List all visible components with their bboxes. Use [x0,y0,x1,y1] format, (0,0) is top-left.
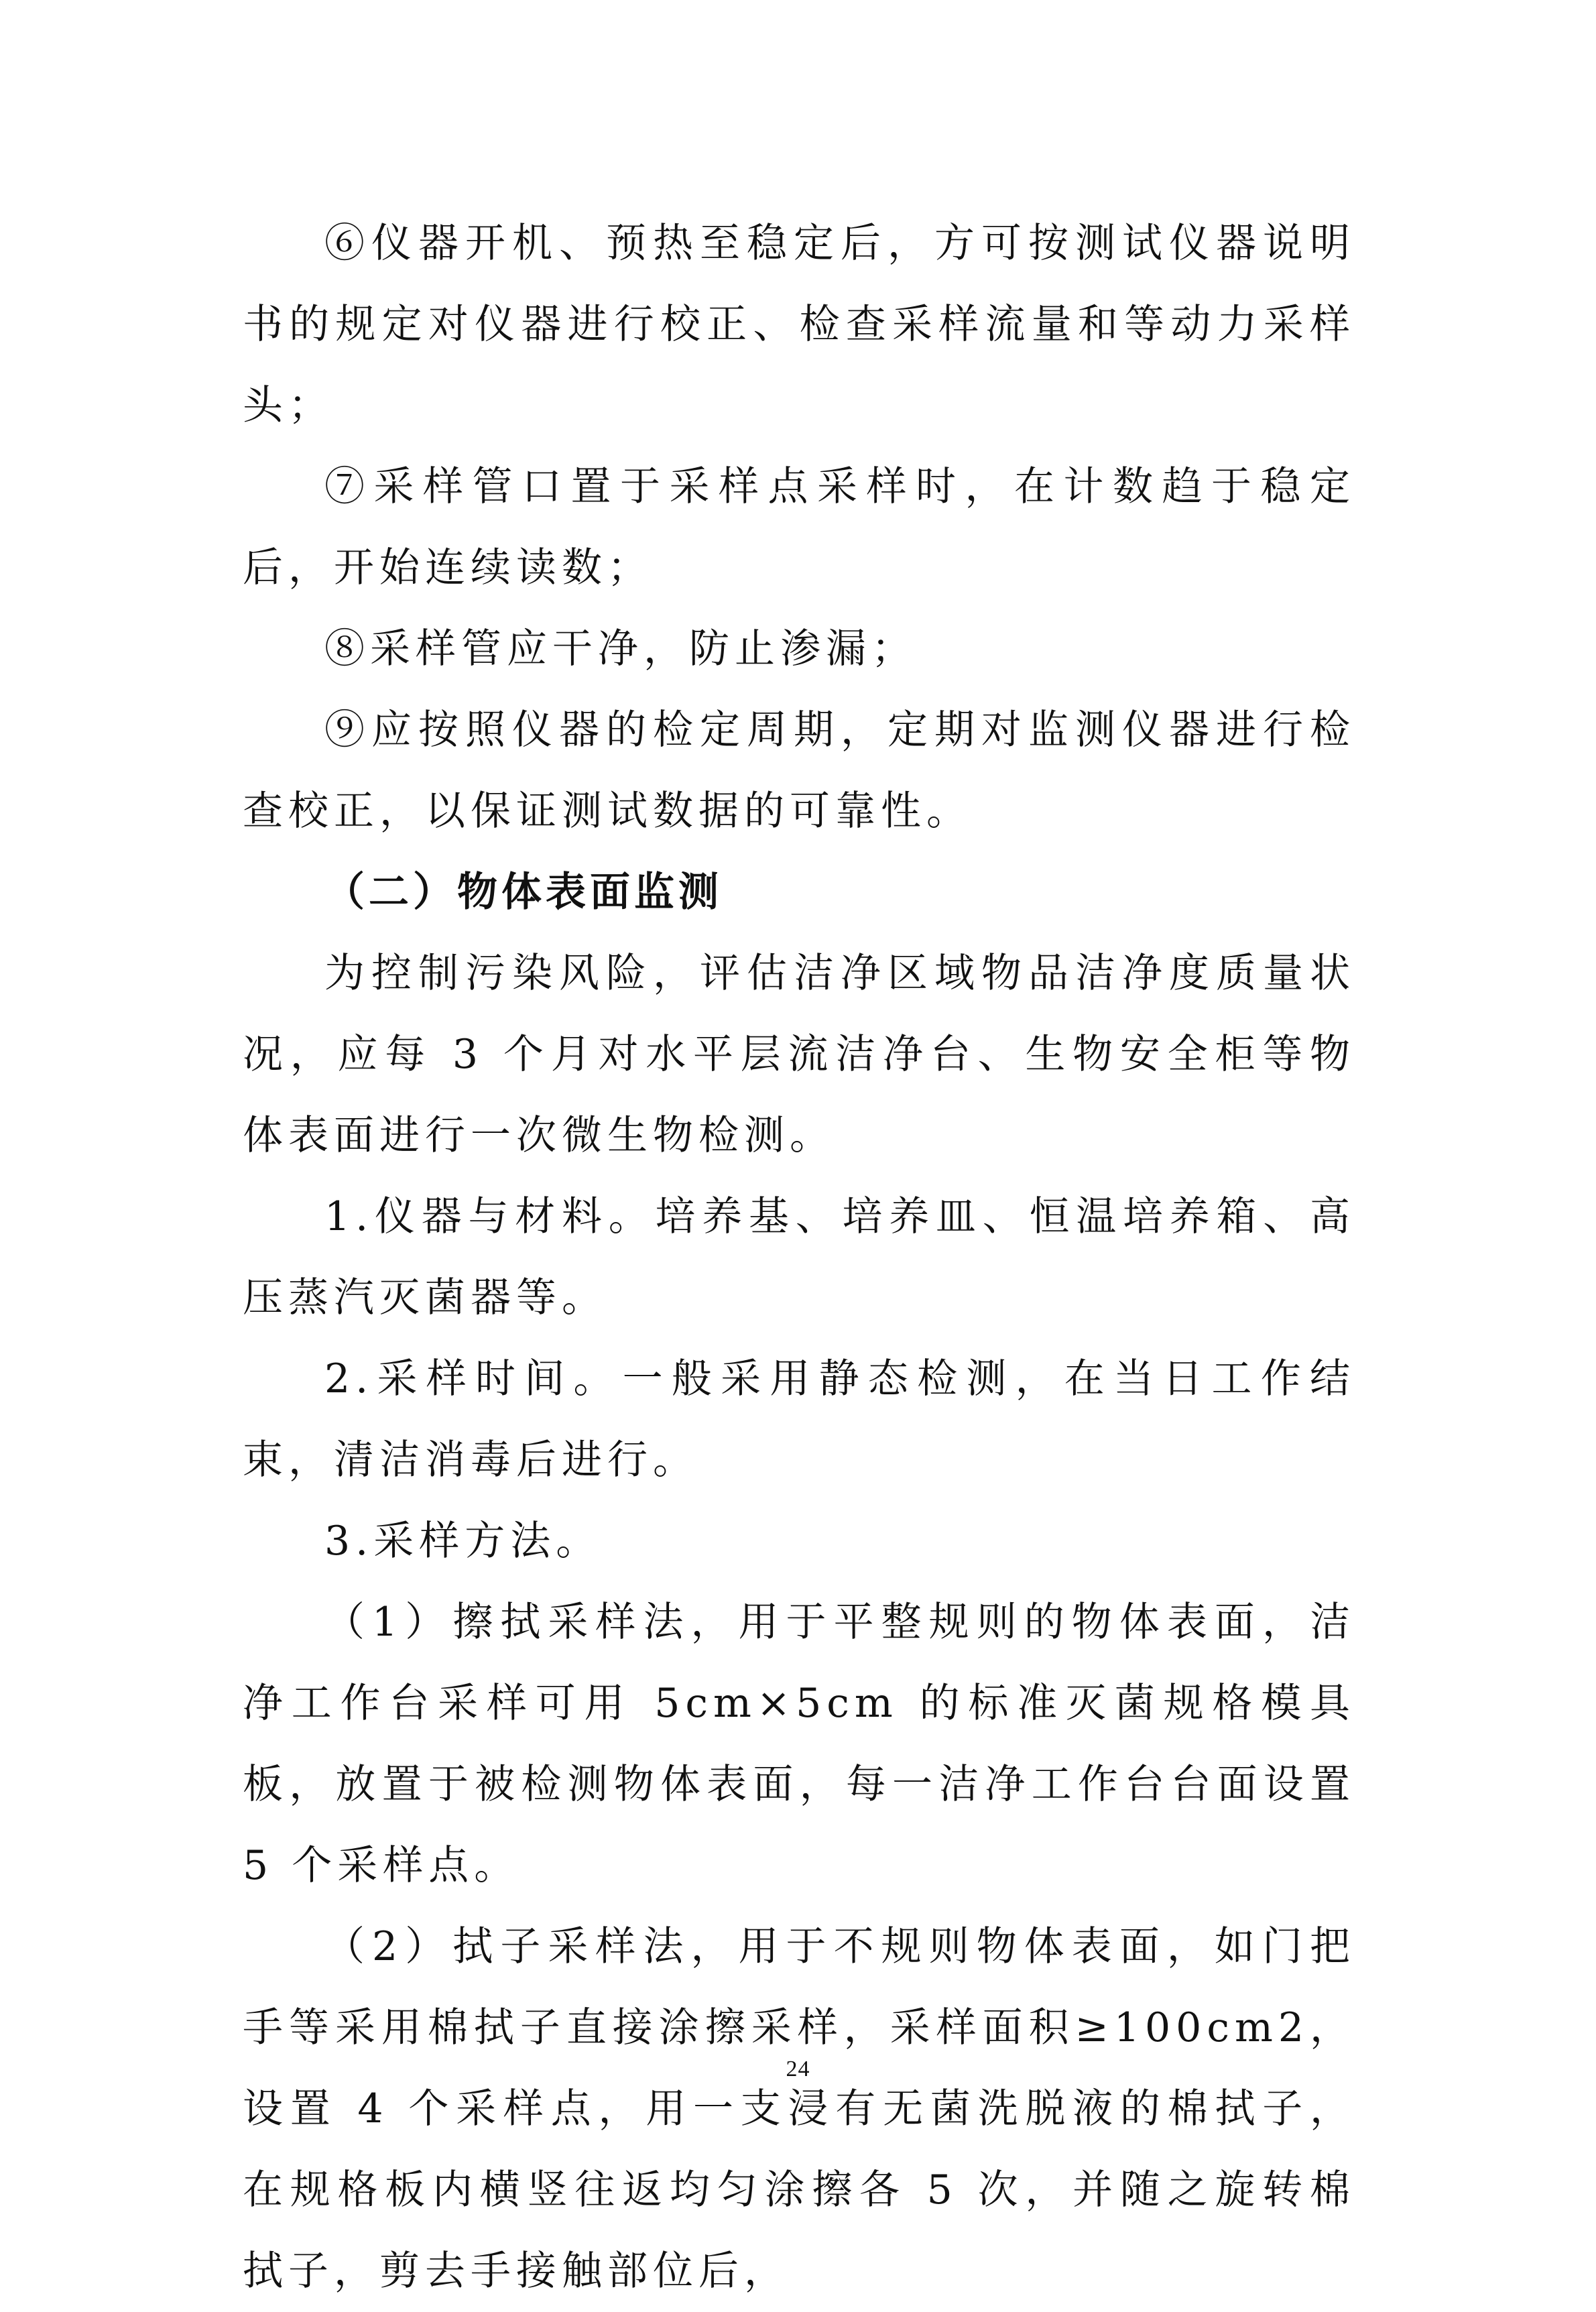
paragraph-instrument-startup: ⑥仪器开机、预热至稳定后，方可按测试仪器说明书的规定对仪器进行校正、检查采样流量和等动力采样头； [243,220,1355,429]
paragraph-sampling-time: 2.采样时间。一般采用静态检测，在当日工作结束，清洁消毒后进行。 [243,1355,1355,1483]
paragraph-wipe-sampling: （1）擦拭采样法，用于平整规则的物体表面，洁净工作台采样可用 5cm×5cm 的标准灭菌规格模具板，放置于被检测物体表面，每一洁净工作台台面设置 5 个采样点。 [243,1599,1355,1889]
paragraph-sampling-method: 3.采样方法。 [324,1518,602,1565]
page-body [243,203,1355,2312]
paragraph-calibration: ⑨应按照仪器的检定周期，定期对监测仪器进行检查校正，以保证测试数据的可靠性。 [243,707,1355,835]
paragraph-instruments-materials: 1.仪器与材料。培养基、培养皿、恒温培养箱、高压蒸汽灭菌器等。 [243,1193,1355,1321]
paragraph-sampling-tube: ⑧采样管应干净，防止渗漏； [324,625,917,672]
paragraph-swab-sampling: （2）拭子采样法，用于不规则物体表面，如门把手等采用棉拭子直接涂擦采样，采样面积≥100cm2，设置 4 个采样点，用一支浸有无菌洗脱液的棉拭子，在规格板内横竖往返均匀涂擦各 5 次，并随之旋转棉拭子，剪去手接触部位后， [243,1923,1355,2295]
paragraph-sampling-reading: ⑦采样管口置于采样点采样时，在计数趋于稳定后，开始连续读数； [243,463,1355,591]
page-number: 24 [786,2057,810,2081]
section-heading-surface-monitoring: （二）物体表面监测 [324,869,723,916]
paragraph-surface-intro: 为控制污染风险，评估洁净区域物品洁净度质量状况，应每 3 个月对水平层流洁净台、生物安全柜等物体表面进行一次微生物检测。 [243,950,1355,1159]
